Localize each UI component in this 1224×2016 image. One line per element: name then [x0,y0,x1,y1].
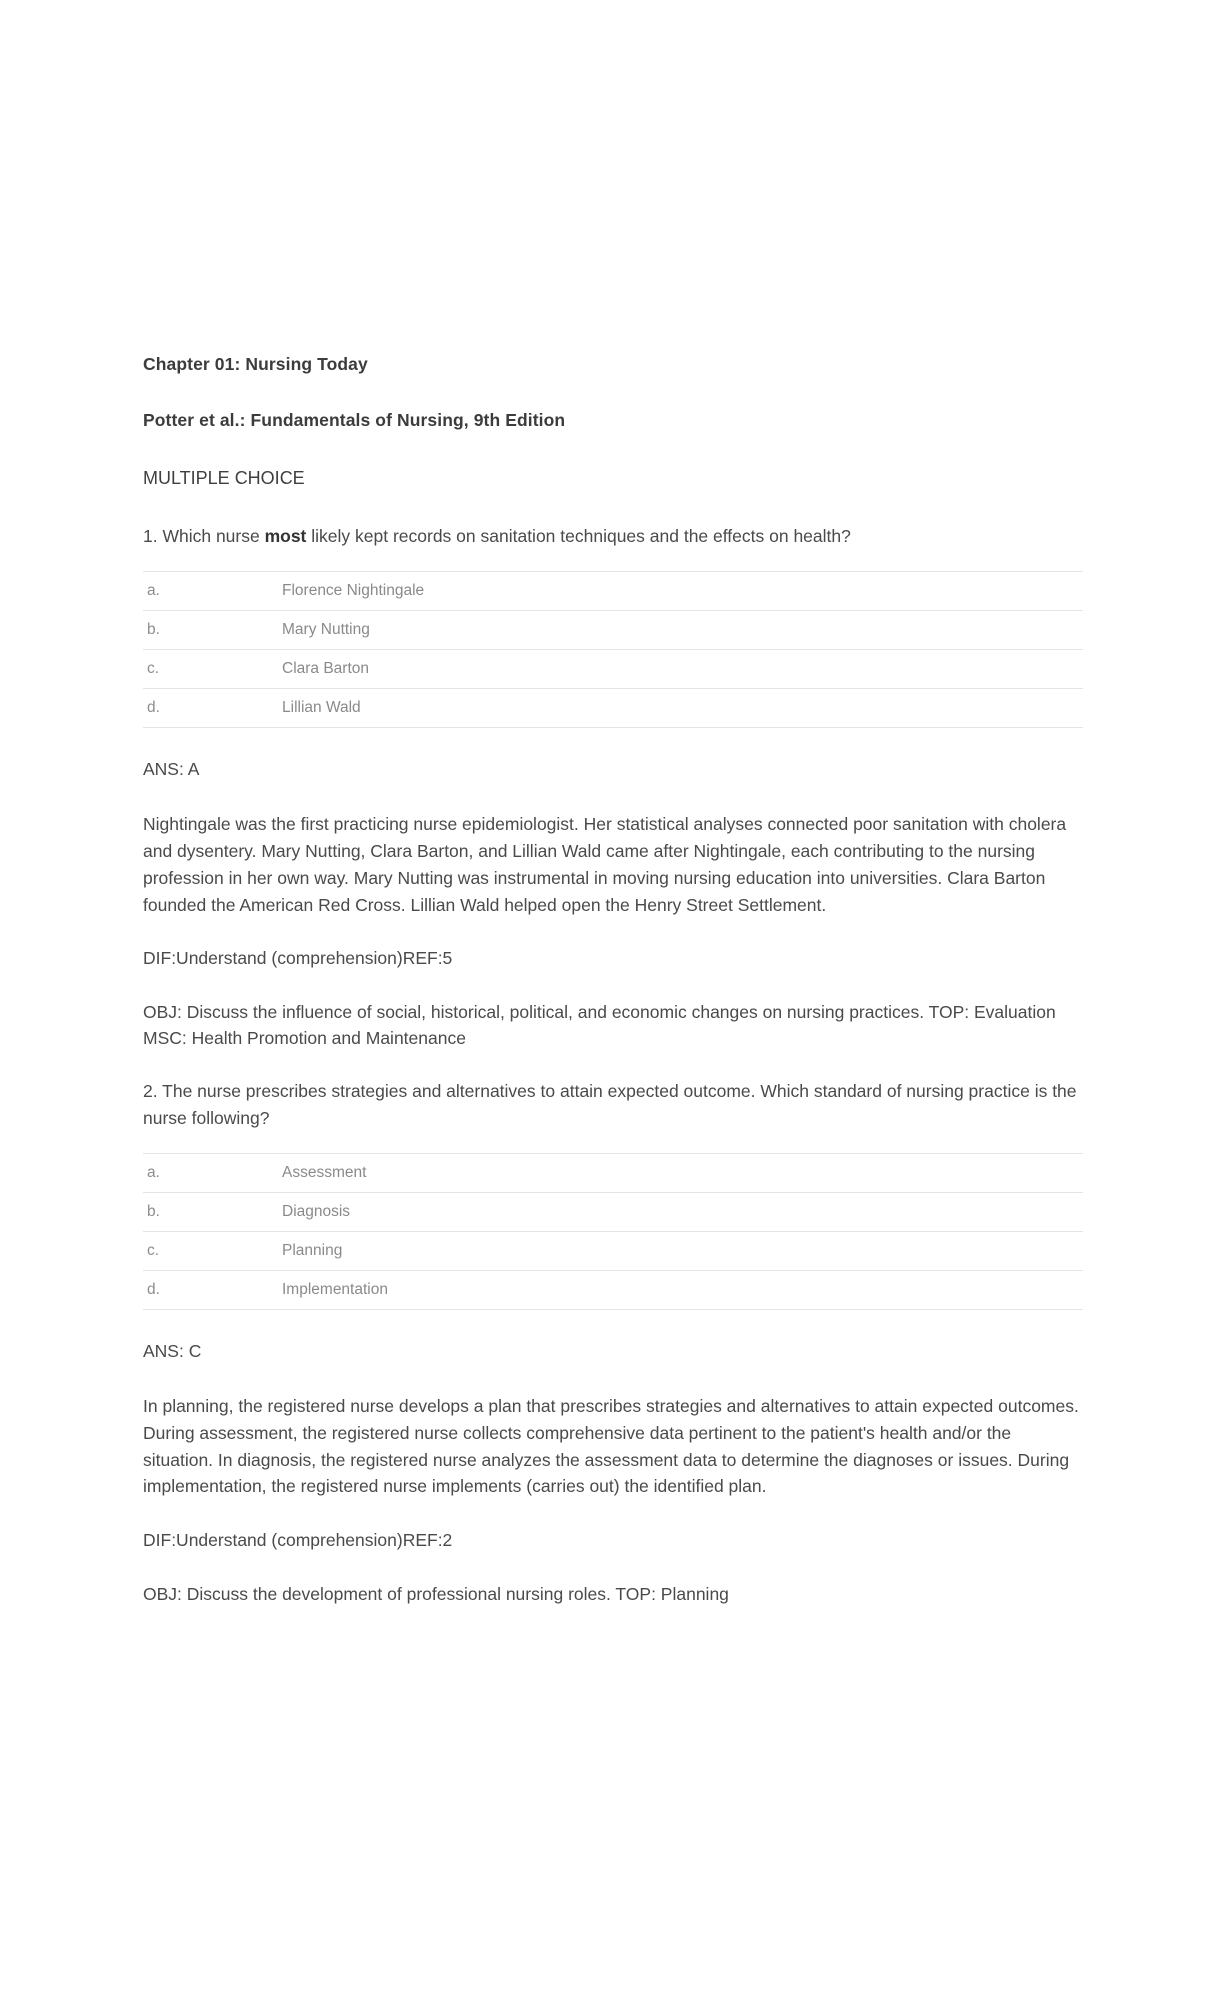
rationale-1: Nightingale was the first practicing nurse epidemiologist. Her statistical analyses connected poor sanitation with cholera and dysentery. Mary Nutting, Clara Barton, and Lillian Wald came after Nightingale, each contributing to the nursing profession in her own way. Mary Nutting was instrumental in moving nursing education into universities. Clara Barton founded the American Red Cross. Lillian Wald helped open the Henry Street Settlement. [143,813,1067,915]
table-row[interactable] [143,1232,1083,1271]
table-row[interactable] [143,689,1083,728]
option-text: Florence Nightingale [282,582,425,600]
option-letter: d. [147,1281,160,1299]
table-row[interactable] [143,572,1083,611]
question-stem-2: 2. The nurse prescribes strategies and alternatives to attain expected outcome. Which standard of nursing practice is the nurse following? [143,1081,1077,1128]
obj-line-1: OBJ: Discuss the influence of social, historical, political, and economic changes on nursing practices. TOP: Evaluation MSC: Health Promotion and Maintenance [143,1001,1056,1048]
obj-line-2: OBJ: Discuss the development of professional nursing roles. TOP: Planning [143,1583,729,1604]
section-heading: MULTIPLE CHOICE [143,467,305,488]
option-letter: b. [147,1203,160,1221]
question-stem-1-before: 1. Which nurse [143,525,265,546]
table-row[interactable] [143,1271,1083,1310]
question-stem-1-emphasis: most [264,525,307,546]
option-text: Implementation [282,1281,388,1299]
options-table-1 [143,571,1083,728]
option-text: Mary Nutting [282,621,370,639]
option-letter: c. [147,1242,160,1260]
option-letter: c. [147,660,160,678]
option-letter: d. [147,699,160,717]
dif-ref-line-2: DIF:Understand (comprehension)REF:2 [143,1530,453,1551]
table-row[interactable] [143,650,1083,689]
document-subtitle: Potter et al.: Fundamentals of Nursing, 9th Edition [143,410,566,431]
options-table-2 [143,1153,1083,1310]
table-row[interactable] [143,611,1083,650]
option-letter: a. [147,582,160,600]
option-text: Planning [282,1242,343,1260]
rationale-2: In planning, the registered nurse develops a plan that prescribes strategies and alternatives to attain expected outcomes. During assessment, the registered nurse collects comprehensive data pertinent to the patient's health and/or the situation. In diagnosis, the registered nurse analyzes the assessment data to determine the diagnoses or issues. During implementation, the registered nurse implements (carries out) the identified plan. [143,1395,1079,1497]
table-row[interactable] [143,1193,1083,1232]
page-title: Chapter 01: Nursing Today [143,354,368,374]
option-text: Lillian Wald [282,699,361,717]
answer-line-2: ANS: C [143,1341,202,1362]
option-text: Clara Barton [282,660,370,678]
table-row[interactable] [143,1154,1083,1193]
dif-ref-line-1: DIF:Understand (comprehension)REF:5 [143,948,453,969]
option-letter: a. [147,1164,160,1182]
option-text: Diagnosis [282,1203,351,1221]
option-letter: b. [147,621,160,639]
document-content [143,352,1083,1634]
option-text: Assessment [282,1164,367,1182]
question-stem-1-after: likely kept records on sanitation techniques and the effects on health? [306,525,851,546]
answer-line-1: ANS: A [143,759,200,780]
question-stem-1 [143,523,1083,550]
